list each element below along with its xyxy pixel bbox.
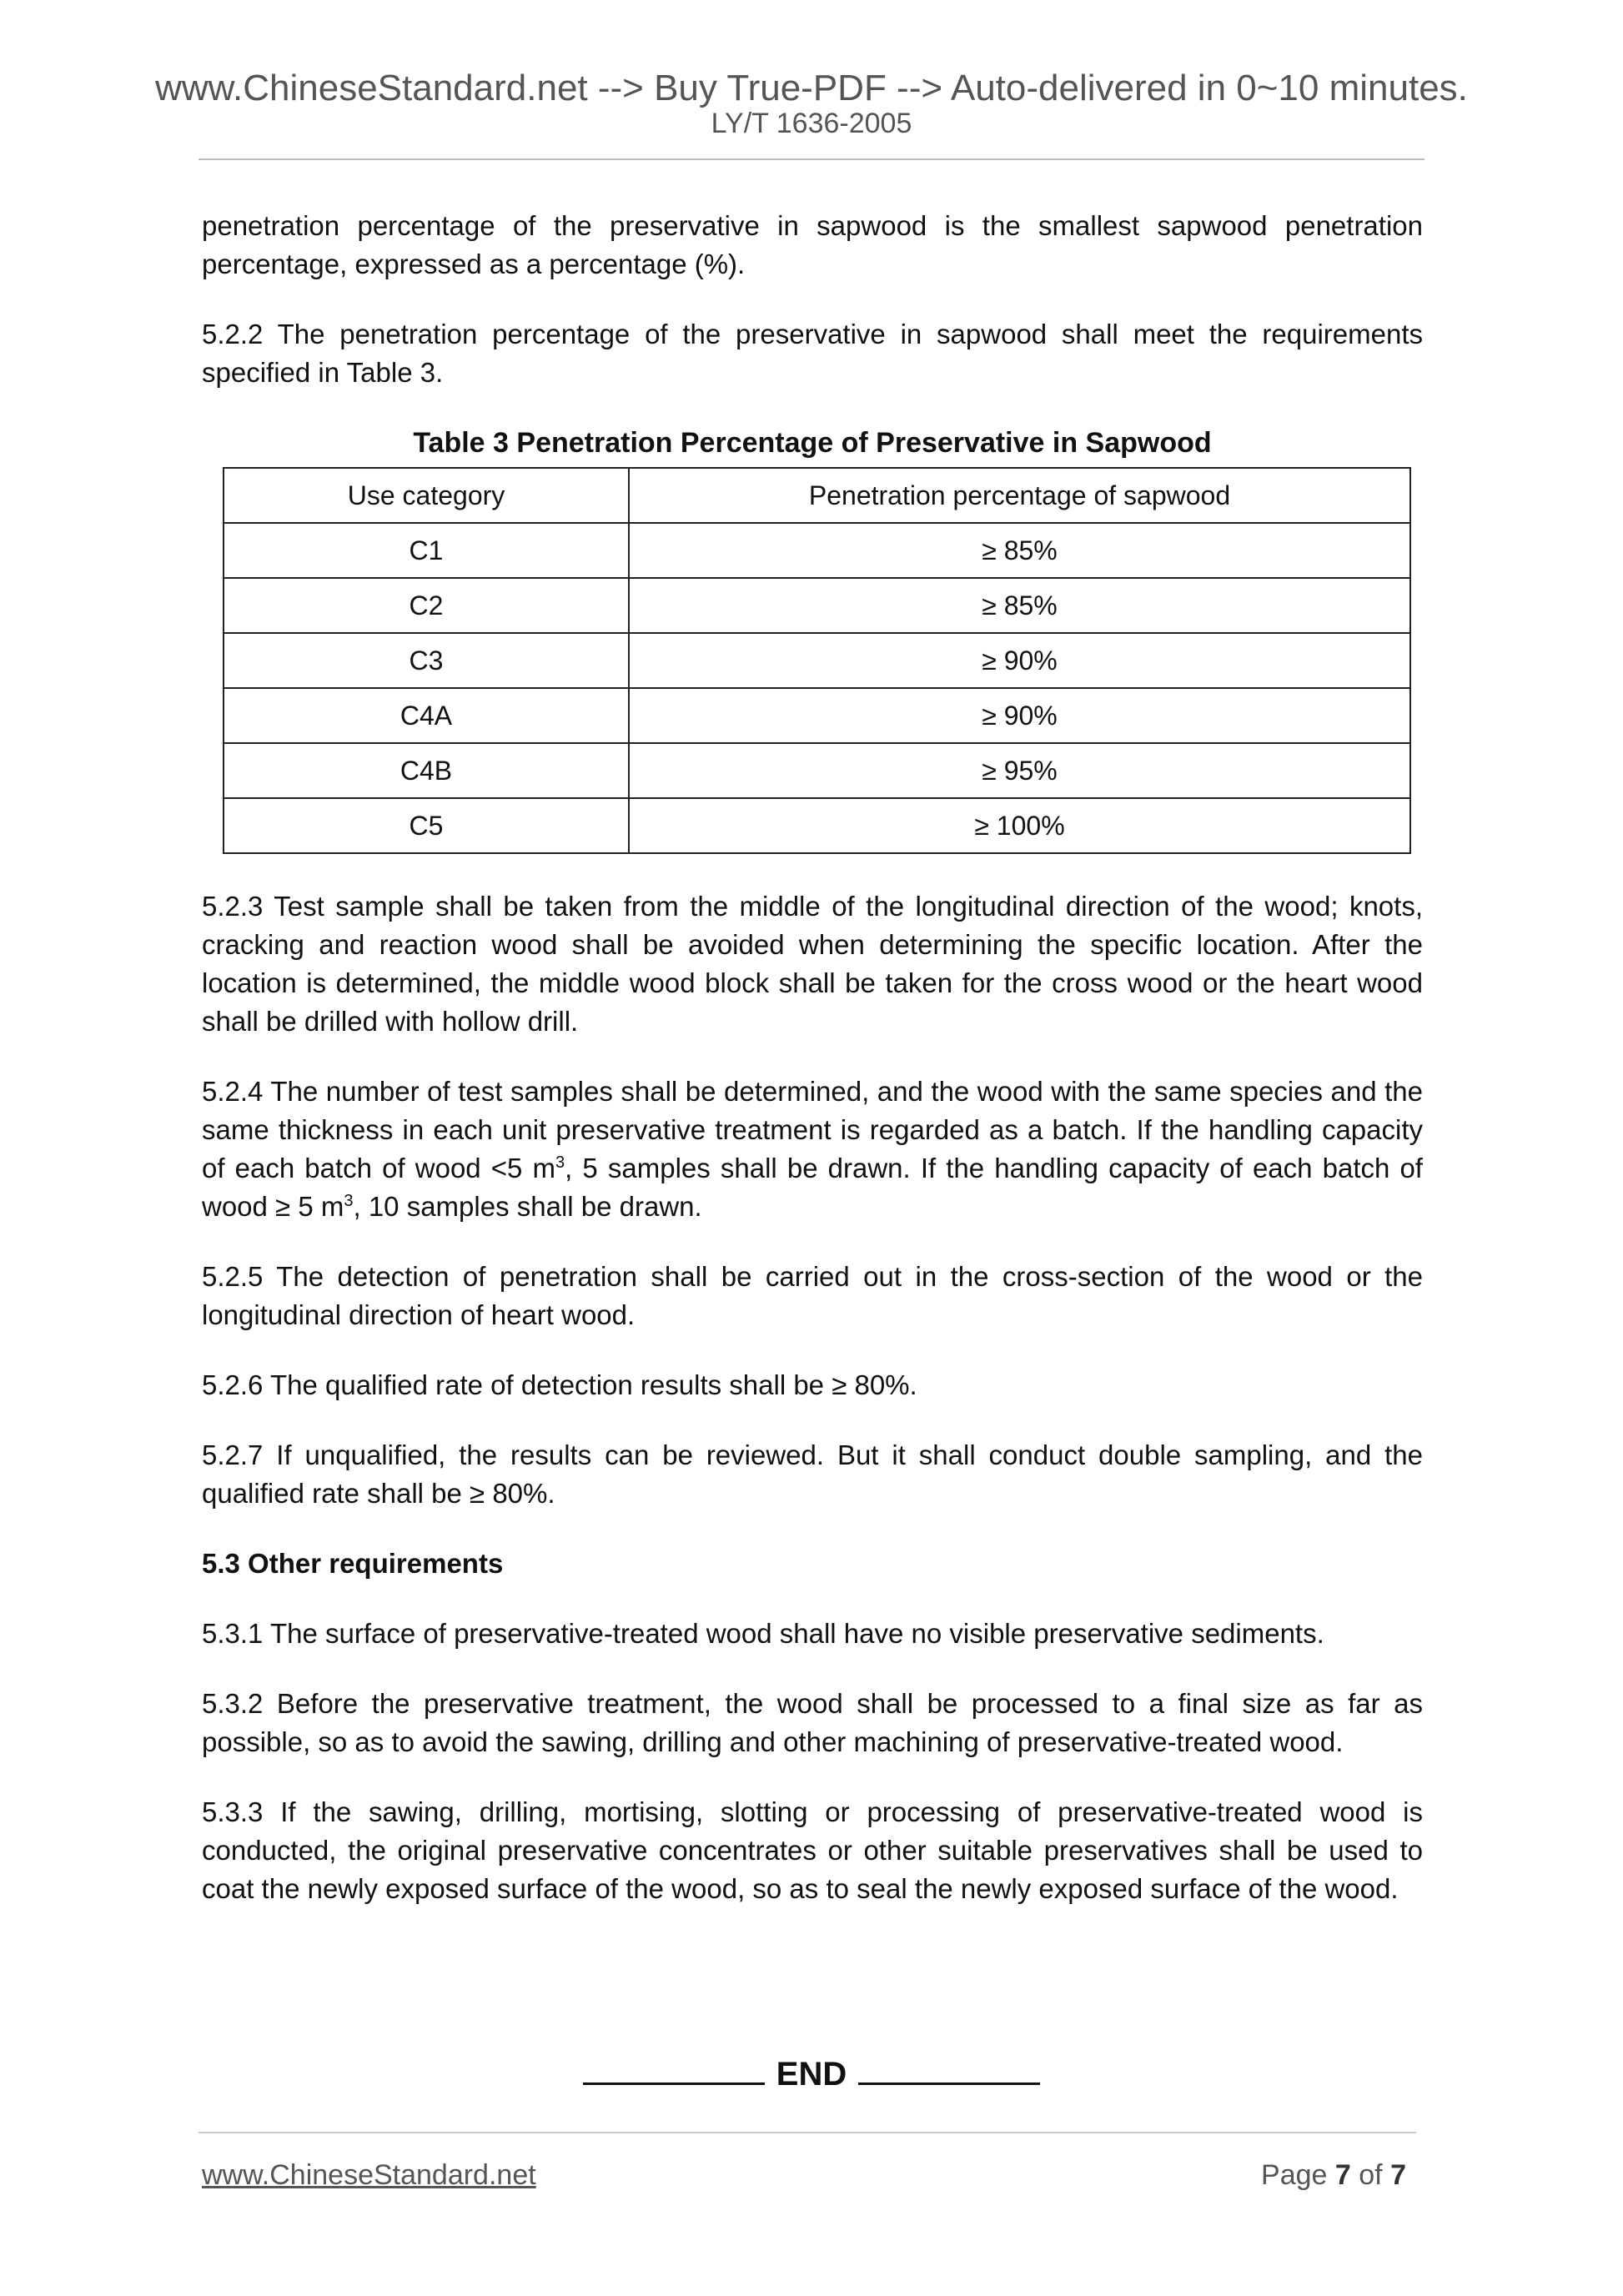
paragraph-5-2-4-part2: , 5 samples shall be drawn. If the handling capacity of each batch of wood ≥ 5 m <box>202 1153 1423 1222</box>
table-cell-percentage: ≥ 100% <box>629 798 1410 853</box>
header-divider <box>198 158 1425 160</box>
end-rule-left <box>583 2056 765 2085</box>
paragraph-5-2-3: 5.2.3 Test sample shall be taken from the middle of the longitudinal direction of the wood; knots, cracking and reaction wood shall be avoided when determining the specific location. After the location is determined, the middle wood block shall be taken for the cross wood or the heart wood shall be drilled with hollow drill. <box>202 891 1423 1037</box>
table-header-row <box>224 468 1410 523</box>
table-row <box>224 743 1410 798</box>
table-header-use-category: Use category <box>224 468 629 523</box>
standard-number: LY/T 1636-2005 <box>711 108 912 139</box>
table-row <box>224 798 1410 853</box>
end-marker <box>0 2052 1623 2097</box>
footer-website-link[interactable]: www.ChineseStandard.net <box>202 2159 536 2191</box>
page-total: 7 <box>1390 2159 1406 2191</box>
table-row <box>224 578 1410 633</box>
superscript-cubic: 3 <box>555 1153 565 1172</box>
table-header-penetration: Penetration percentage of sapwood <box>629 468 1410 523</box>
table-cell-percentage: ≥ 85% <box>629 523 1410 578</box>
paragraph-5-3-3: 5.3.3 If the sawing, drilling, mortising, slotting or processing of preservative-treated wood is conducted, the original preservative concentrates or other suitable preservatives shall be used to coat the newly exposed surface of the wood, so as to seal the newly exposed surface of the wood. <box>202 1796 1423 1904</box>
page-current: 7 <box>1334 2159 1351 2191</box>
paragraph-continuation: penetration percentage of the preservative in sapwood is the smallest sapwood penetration percentage, expressed as a percentage (%). <box>202 210 1423 279</box>
end-text: END <box>776 2056 847 2093</box>
table-row <box>224 633 1410 688</box>
paragraph-5-3-1: 5.3.1 The surface of preservative-treated wood shall have no visible preservative sediments. <box>202 1618 1324 1649</box>
table-cell-category: C1 <box>224 523 629 578</box>
table-cell-percentage: ≥ 90% <box>629 688 1410 743</box>
table-cell-category: C3 <box>224 633 629 688</box>
page-prefix: Page <box>1261 2159 1335 2191</box>
table-cell-percentage: ≥ 90% <box>629 633 1410 688</box>
table-row <box>224 523 1410 578</box>
paragraph-5-3-2: 5.3.2 Before the preservative treatment, the wood shall be processed to a final size as far as possible, so as to avoid the sawing, drilling and other machining of preservative-treated wood. <box>202 1688 1423 1757</box>
table-cell-category: C4A <box>224 688 629 743</box>
end-rule-right <box>858 2056 1040 2085</box>
table-cell-percentage: ≥ 95% <box>629 743 1410 798</box>
paragraph-5-2-4-part3: , 10 samples shall be drawn. <box>353 1191 702 1222</box>
header-banner-link[interactable]: www.ChineseStandard.net --> Buy True-PDF --> Auto-delivered in 0~10 minutes. <box>155 68 1468 108</box>
section-heading-5-3: 5.3 Other requirements <box>202 1548 504 1579</box>
paragraph-5-2-2: 5.2.2 The penetration percentage of the preservative in sapwood shall meet the requirements specified in Table 3. <box>202 319 1423 388</box>
table-3-caption: Table 3 Penetration Percentage of Preservative in Sapwood <box>413 427 1212 459</box>
document-body <box>202 207 1423 1940</box>
paragraph-5-2-4 <box>202 1073 1423 1226</box>
footer-divider <box>198 2132 1416 2133</box>
table-row <box>224 688 1410 743</box>
page-number <box>1261 2157 1406 2193</box>
table-cell-percentage: ≥ 85% <box>629 578 1410 633</box>
paragraph-5-2-6: 5.2.6 The qualified rate of detection results shall be ≥ 80%. <box>202 1369 917 1400</box>
paragraph-5-2-5: 5.2.5 The detection of penetration shall be carried out in the cross-section of the wood or the longitudinal direction of heart wood. <box>202 1261 1423 1330</box>
table-cell-category: C4B <box>224 743 629 798</box>
table-cell-category: C2 <box>224 578 629 633</box>
table-3 <box>223 467 1411 854</box>
superscript-cubic: 3 <box>344 1192 354 1210</box>
paragraph-5-2-7: 5.2.7 If unqualified, the results can be reviewed. But it shall conduct double sampling, and the qualified rate shall be ≥ 80%. <box>202 1439 1423 1509</box>
table-cell-category: C5 <box>224 798 629 853</box>
page-of: of <box>1350 2159 1391 2191</box>
paragraph-5-2-4-part1: 5.2.4 The number of test samples shall be determined, and the wood with the same species and the same thickness in each unit preservative treatment is regarded as a batch. If the handling capacity of each batch of wood <5 m <box>202 1076 1423 1183</box>
